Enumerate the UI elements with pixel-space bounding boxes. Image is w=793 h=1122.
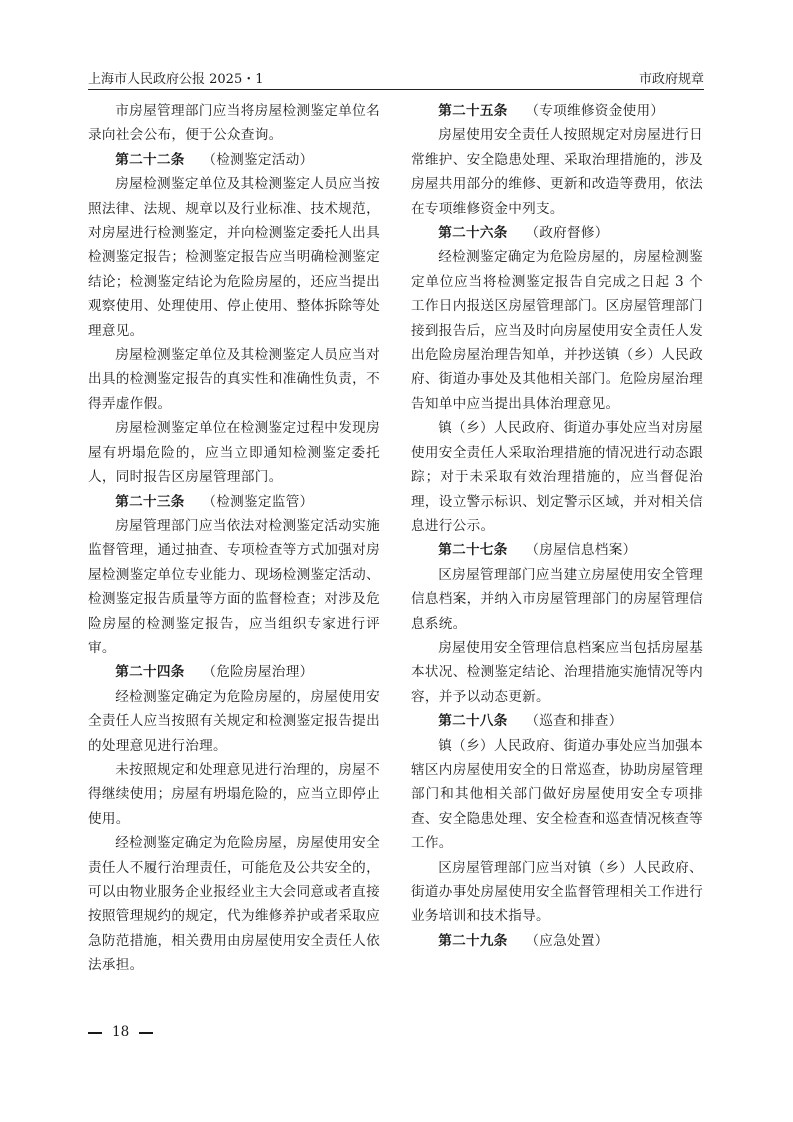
article-heading <box>411 538 703 562</box>
page-number-value: 18 <box>112 1024 130 1040</box>
article-title: （政府督修） <box>525 225 609 242</box>
body-paragraph: 区房屋管理部门应当对镇（乡）人民政府、街道办事处房屋使用安全监督管理相关工作进行业务培训和技术指导。 <box>411 859 703 925</box>
article-heading <box>411 929 703 953</box>
running-header <box>88 68 704 90</box>
article-number: 第二十七条 <box>438 542 508 559</box>
article-number: 第二十五条 <box>438 103 508 119</box>
article-number: 第二十四条 <box>115 664 185 681</box>
right-column <box>411 99 703 953</box>
article-heading <box>88 490 380 514</box>
body-paragraph: 镇（乡）人民政府、街道办事处应当对房屋使用安全责任人采取治理措施的情况进行动态跟踪；对于未采取有效治理措施的，应当督促治理，设立警示标识、划定警示区域，并对相关信息进行公示。 <box>411 420 703 534</box>
article-heading <box>411 221 703 245</box>
section-title: 市政府规章 <box>638 72 704 87</box>
article-title: （危险房屋治理） <box>202 664 314 681</box>
article-title: （巡查和排查） <box>525 713 623 730</box>
article-heading <box>411 709 703 733</box>
body-paragraph: 经检测鉴定确定为危险房屋的，房屋使用安全责任人应当按照有关规定和检测鉴定报告提出的处理意见进行治理。 <box>88 688 380 754</box>
article-number: 第二十九条 <box>438 932 508 949</box>
article-heading <box>411 99 703 123</box>
body-paragraph: 未按照规定和处理意见进行治理的，房屋不得继续使用；房屋有坍塌危险的，应当立即停止使用。 <box>88 761 380 827</box>
article-title: （专项维修资金使用） <box>525 103 665 119</box>
body-paragraph: 市房屋管理部门应当将房屋检测鉴定单位名录向社会公布，便于公众查询。 <box>88 103 380 144</box>
header-divider <box>88 89 704 90</box>
body-paragraph: 镇（乡）人民政府、街道办事处应当加强本辖区内房屋使用安全的日常巡查，协助房屋管理部门和其他相关部门做好房屋使用安全专项排查、安全隐患处理、安全检查和巡查情况核查等工作。 <box>411 737 703 852</box>
article-number: 第二十三条 <box>115 493 185 510</box>
publication-title: 上海市人民政府公报 2025・1 <box>88 72 264 87</box>
article-title: （房屋信息档案） <box>525 542 637 559</box>
article-number: 第二十六条 <box>438 225 508 242</box>
body-paragraph: 房屋检测鉴定单位及其检测鉴定人员应当按照法律、法规、规章以及行业标准、技术规范，对房屋进行检测鉴定，并向检测鉴定委托人出具检测鉴定报告；检测鉴定报告应当明确检测鉴定结论；检测鉴定结论为危险房屋的，还应当提出观察使用、处理使用、停止使用、整体拆除等处理意见。 <box>88 176 380 339</box>
body-paragraph: 房屋使用安全管理信息档案应当包括房屋基本状况、检测鉴定结论、治理措施实施情况等内容，并予以动态更新。 <box>411 639 703 705</box>
body-paragraph: 房屋使用安全责任人按照规定对房屋进行日常维护、安全隐患处理、采取治理措施的，涉及房屋共用部分的维修、更新和改造等费用，依法在专项维修资金中列支。 <box>411 127 703 217</box>
article-title: （检测鉴定活动） <box>202 151 314 168</box>
article-title: （检测鉴定监管） <box>202 493 314 510</box>
body-paragraph: 房屋管理部门应当依法对检测鉴定活动实施监督管理，通过抽查、专项检查等方式加强对房屋检测鉴定单位专业能力、现场检测鉴定活动、检测鉴定报告质量等方面的监督检查；对涉及危险房屋的检测鉴定报告，应当组织专家进行评审。 <box>88 517 380 656</box>
article-number: 第二十二条 <box>115 151 185 168</box>
body-paragraph: 区房屋管理部门应当建立房屋使用安全管理信息档案，并纳入市房屋管理部门的房屋管理信息系统。 <box>411 566 703 632</box>
body-paragraph: 房屋检测鉴定单位及其检测鉴定人员应当对出具的检测鉴定报告的真实性和准确性负责，不得弄虚作假。 <box>88 347 380 412</box>
article-heading <box>88 148 380 172</box>
left-column <box>88 99 380 978</box>
page-number-dash-left <box>88 1032 102 1034</box>
body-paragraph: 房屋检测鉴定单位在检测鉴定过程中发现房屋有坍塌危险的，应当立即通知检测鉴定委托人，同时报告区房屋管理部门。 <box>88 420 380 486</box>
article-title: （应急处置） <box>525 932 609 949</box>
page-number <box>88 1024 208 1040</box>
body-paragraph: 经检测鉴定确定为危险房屋的，房屋检测鉴定单位应当将检测鉴定报告自完成之日起 3 个工作日内报送区房屋管理部门。区房屋管理部门接到报告后，应当及时向房屋使用安全责任人发出危险房屋治理告知单，并抄送镇（乡）人民政府、街道办事处及其他相关部门。危险房屋治理告知单中应当提出具体治理意见。 <box>411 249 703 412</box>
article-number: 第二十八条 <box>438 713 508 730</box>
article-heading <box>88 660 380 684</box>
body-paragraph: 经检测鉴定确定为危险房屋，房屋使用安全责任人不履行治理责任，可能危及公共安全的，可以由物业服务企业报经业主大会同意或者直接按照管理规约的规定，代为维修养护或者采取应急防范措施，相关费用由房屋使用安全责任人依法承担。 <box>88 835 380 974</box>
page-number-dash-right <box>139 1032 153 1034</box>
